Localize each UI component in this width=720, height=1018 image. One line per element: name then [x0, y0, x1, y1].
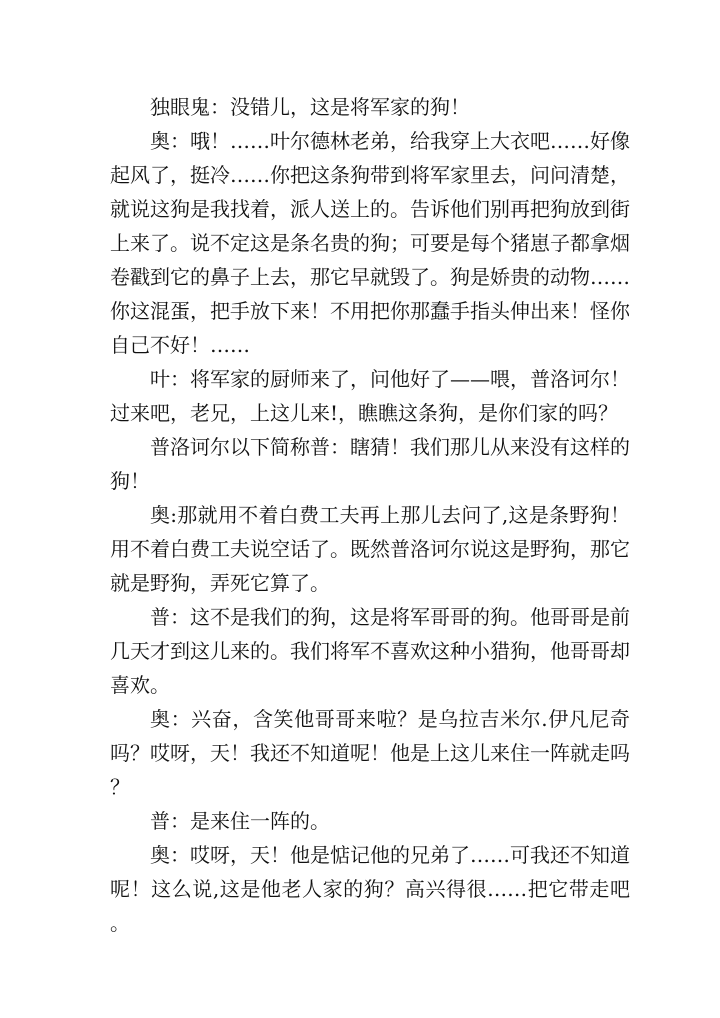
paragraph-1: 独眼鬼：没错儿，这是将军家的狗！: [150, 95, 470, 119]
paragraph-9: 奥：哎呀，天！他是惦记他的兄弟了……可我还不知道呢！这么说,这是他老人家的狗？高兴得很……把它带走吧。: [110, 843, 630, 935]
paragraph-2: 奥：哦！……叶尔德林老弟，给我穿上大衣吧……好像起风了，挺冷……你把这条狗带到将军家里去，问问清楚，就说这狗是我找着，派人送上的。告诉他们别再把狗放到街上来了。说不定这是条名贵的狗；可要是每个猪崽子都拿烟卷戳到它的鼻子上去，那它早就毁了。狗是娇贵的动物……你这混蛋，把手放下来！不用把你那蠢手指头伸出来！怪你自己不好！……: [110, 129, 630, 357]
document-page: [110, 90, 630, 940]
paragraph-5: 奥:那就用不着白费工夫再上那儿去问了,这是条野狗！用不着白费工夫说空话了。既然普洛诃尔说这是野狗，那它就是野狗，弄死它算了。: [110, 503, 630, 595]
paragraph-3: 叶：将军家的厨师来了，问他好了——喂，普洛诃尔！过来吧，老兄，上这儿来!，瞧瞧这条狗，是你们家的吗？: [110, 367, 630, 425]
paragraph-8: 普：是来住一阵的。: [150, 809, 330, 833]
paragraph-4: 普洛诃尔以下简称普：瞎猜！我们那儿从来没有这样的狗！: [110, 435, 630, 493]
paragraph-6: 普：这不是我们的狗，这是将军哥哥的狗。他哥哥是前几天才到这儿来的。我们将军不喜欢这种小猎狗，他哥哥却喜欢。: [110, 605, 630, 697]
paragraph-7: 奥：兴奋，含笑他哥哥来啦？是乌拉吉米尔.伊凡尼奇吗？哎呀，天！我还不知道呢！他是上这儿来住一阵就走吗？: [110, 707, 630, 799]
